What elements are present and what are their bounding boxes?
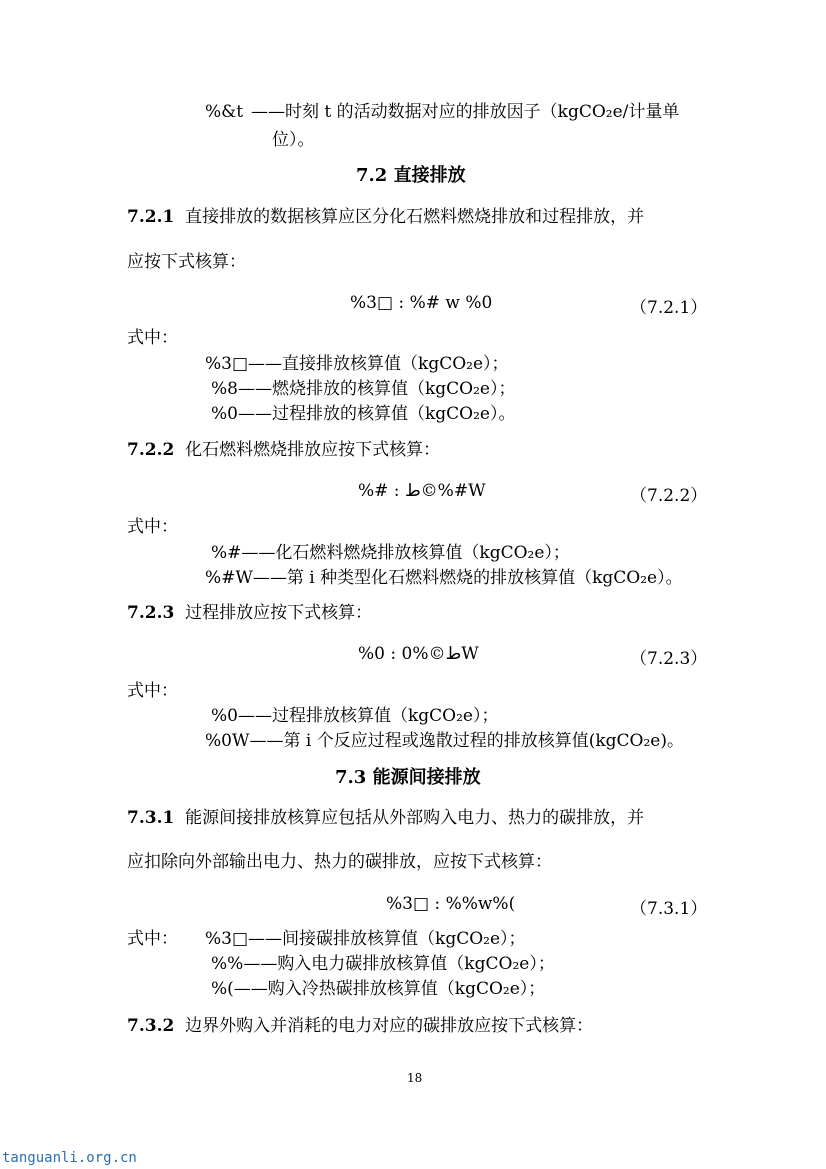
def-symbol: %3□ <box>205 929 249 949</box>
clause-number: 7.3.1 <box>127 808 175 828</box>
def-row <box>211 978 545 1000</box>
def-symbol: %3□ <box>205 354 249 374</box>
clause-text: 能源间接排放核算应包括从外部购入电力、热力的碳排放，并 <box>185 808 645 828</box>
def-text: ——购入冷热碳排放核算值（kgCO₂e）； <box>233 979 546 999</box>
def-row <box>211 378 516 400</box>
def-symbol: %8 <box>211 379 238 399</box>
def-text-emission-factor: ——时刻 t 的活动数据对应的排放因子（kgCO₂e/计量单 <box>251 102 680 122</box>
equation-number-7-3-1: （7.3.1） <box>630 899 708 919</box>
def-text: ——间接碳排放核算值（kgCO₂e）； <box>248 929 526 949</box>
clause-number: 7.2.1 <box>127 207 175 227</box>
def-text-continuation: 位）。 <box>272 130 315 150</box>
equation-number-7-2-1: （7.2.1） <box>630 298 708 318</box>
equation-7-2-2: %# : ط©%#W <box>358 481 486 501</box>
def-text: ——燃烧排放的核算值（kgCO₂e）； <box>237 379 516 399</box>
equation-number-7-2-3: （7.2.3） <box>630 649 708 669</box>
clause-7-2-2 <box>127 439 440 461</box>
heading-7-2: 7.2 直接排放 <box>356 165 466 186</box>
clause-number: 7.2.2 <box>127 440 175 460</box>
clause-text: 化石燃料燃烧排放应按下式核算： <box>185 440 441 460</box>
where-label: 式中： <box>127 517 178 537</box>
def-text: ——购入电力碳排放核算值（kgCO₂e）； <box>243 954 555 974</box>
clause-7-3-1 <box>127 807 644 829</box>
def-text: ——第 i 个反应过程或逸散过程的排放核算值(kgCO₂e)。 <box>249 731 684 751</box>
def-symbol: %#W <box>205 568 253 588</box>
heading-7-3: 7.3 能源间接排放 <box>335 767 481 788</box>
def-symbol: %# <box>211 543 242 563</box>
def-row <box>211 542 570 564</box>
equation-7-2-3: %0 : ط©%0W <box>358 644 479 664</box>
def-symbol-emission-factor: %&t <box>205 102 244 122</box>
clause-number: 7.3.2 <box>127 1016 175 1036</box>
clause-number: 7.2.3 <box>127 603 175 623</box>
def-symbol: %0 <box>211 404 238 424</box>
def-row <box>205 928 526 950</box>
clause-7-2-3 <box>127 602 372 624</box>
clause-text: 过程排放应按下式核算： <box>185 603 373 623</box>
equation-number-7-2-2: （7.2.2） <box>630 486 708 506</box>
def-row <box>205 730 684 752</box>
clause-text: 边界外购入并消耗的电力对应的碳排放应按下式核算： <box>185 1016 594 1036</box>
def-row <box>205 567 683 589</box>
def-row <box>211 403 516 425</box>
clause-7-3-2 <box>127 1015 593 1037</box>
def-row <box>211 953 555 975</box>
equation-7-3-1: %3□ : %%w%( <box>386 894 516 914</box>
def-text: ——过程排放核算值（kgCO₂e）； <box>237 706 499 726</box>
clause-text: 直接排放的数据核算应区分化石燃料燃烧排放和过程排放，并 <box>185 207 645 227</box>
where-label: 式中： <box>127 681 178 701</box>
def-symbol: %0 <box>211 706 238 726</box>
watermark: tanguanli.org.cn <box>2 1150 137 1166</box>
def-row <box>205 353 509 375</box>
page-number: 18 <box>407 1071 423 1085</box>
where-label: 式中： <box>127 929 178 949</box>
def-text: ——第 i 种类型化石燃料燃烧的排放核算值（kgCO₂e）。 <box>252 568 683 588</box>
clause-7-2-1-line2: 应按下式核算： <box>127 252 246 272</box>
def-row <box>211 705 499 727</box>
clause-7-2-1 <box>127 206 644 228</box>
def-text: ——过程排放的核算值（kgCO₂e）。 <box>237 404 516 424</box>
def-text: ——直接排放核算值（kgCO₂e）； <box>248 354 509 374</box>
where-label: 式中： <box>127 328 178 348</box>
def-symbol: %( <box>211 979 234 999</box>
def-text: ——化石燃料燃烧排放核算值（kgCO₂e）； <box>241 543 570 563</box>
def-symbol: %% <box>211 954 244 974</box>
clause-7-3-1-line2: 应扣除向外部输出电力、热力的碳排放，应按下式核算： <box>127 852 552 872</box>
def-symbol: %0W <box>205 731 250 751</box>
equation-7-2-1: %3□ : %# w %0 <box>350 293 493 313</box>
